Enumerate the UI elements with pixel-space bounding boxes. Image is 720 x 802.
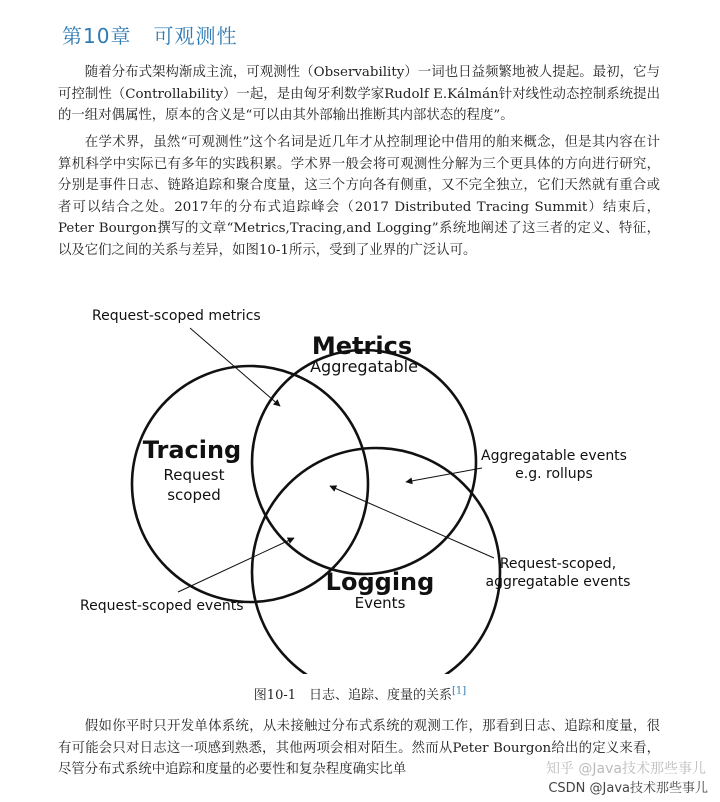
tracing-subtitle-2: scoped	[167, 486, 221, 504]
venn-diagram	[58, 282, 660, 674]
chapter-name: 可观测性	[153, 24, 238, 48]
annotation-request-scoped-agg-1: Request-scoped,	[499, 556, 617, 572]
chapter-number: 第10章	[62, 24, 132, 48]
annotation-aggregatable-events-2: e.g. rollups	[515, 466, 593, 482]
tracing-circle	[132, 366, 368, 602]
annotation-request-scoped-metrics: Request-scoped metrics	[92, 308, 261, 324]
tracing-subtitle-1: Request	[163, 466, 225, 484]
paragraph-intro: 随着分布式架构渐成主流，可观测性（Observability）一词也日益频繁地被人提起。最初，它与可控制性（Controllability）一起，是由匈牙利数学家Rudolf E.Kálmán针对线性动态控制系统提出的一组对偶属性，原本的含义是“可以由其外部输出推断其内部状态的程度”。	[58, 65, 660, 123]
annotation-request-scoped-agg-2: aggregatable events	[485, 574, 631, 590]
venn-diagram-svg	[58, 282, 660, 674]
figure-caption	[0, 684, 720, 703]
metrics-subtitle: Aggregatable	[310, 357, 418, 376]
paragraph-academia: 在学术界，虽然“可观测性”这个名词是近几年才从控制理论中借用的舶来概念，但是其内容在计算机科学中实际已有多年的实践积累。学术界一般会将可观测性分解为三个更具体的方向进行研究，分别是事件日志、链路追踪和聚合度量，这三个方向各有侧重，又不完全独立，它们天然就有重合或者可以结合之处。2017年的分布式追踪峰会（2017 Distributed Tracing Summit）结束后，Peter Bourgon撰写的文章“Metrics,Tracing,and Logging”系统地阐述了这三者的定义、特征，以及它们之间的关系与差异，如图10-1所示，受到了业界的广泛认可。	[58, 135, 660, 258]
metrics-title: Metrics	[311, 332, 413, 360]
chapter-title	[62, 20, 237, 49]
arrow-request-scoped-events	[178, 538, 294, 592]
arrow-aggregatable-events	[406, 468, 482, 482]
annotation-aggregatable-events-1: Aggregatable events	[481, 448, 627, 464]
paragraph-monolith: 假如你平时只开发单体系统，从未接触过分布式系统的观测工作，那看到日志、追踪和度量，很有可能会只对日志这一项感到熟悉，其他两项会相对陌生。然而从Peter Bourgon给出的定义来看，尽管分布式系统中追踪和度量的必要性和复杂程度确实比单	[58, 719, 660, 777]
figure-caption-text: 图10-1 日志、追踪、度量的关系	[253, 688, 453, 703]
logging-circle	[252, 448, 500, 674]
metrics-circle	[252, 350, 476, 574]
tracing-title: Tracing	[142, 436, 242, 464]
annotation-request-scoped-events: Request-scoped events	[80, 598, 244, 614]
figure-caption-reference: [1]	[452, 685, 467, 697]
logging-subtitle: Events	[354, 594, 406, 612]
zhihu-watermark: 知乎 @Java技术那些事儿	[545, 761, 706, 777]
csdn-watermark: CSDN @Java技术那些事儿	[546, 777, 710, 796]
logging-title: Logging	[325, 568, 435, 596]
